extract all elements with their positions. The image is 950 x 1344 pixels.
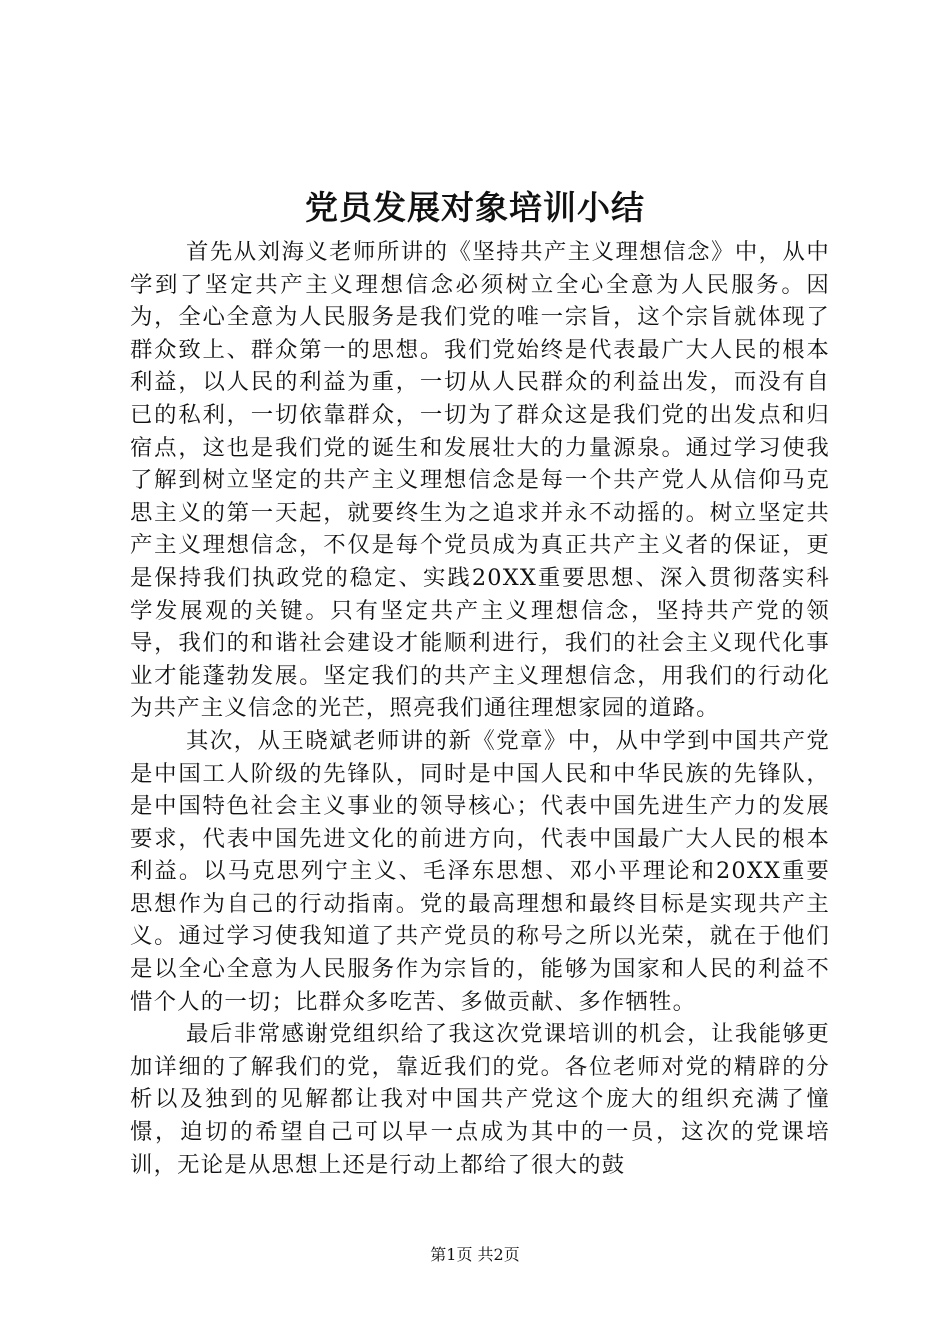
page-number-footer: 第1页 共2页 <box>430 1245 520 1264</box>
paragraph-3: 最后非常感谢党组织给了我这次党课培训的机会，让我能够更加详细的了解我们的党，靠近我们的党。各位老师对党的精辟的分析以及独到的见解都让我对中国共产党这个庞大的组织充满了憧憬，迫切的希望自己可以早一点成为其中的一员，这次的党课培训，无论是从思想上还是行动上都给了很大的鼓 <box>130 1021 830 1178</box>
document-body <box>130 236 830 1181</box>
paragraph-2: 其次，从王晓斌老师讲的新《党章》中，从中学到中国共产党是中国工人阶级的先锋队，同时是中国人民和中华民族的先锋队，是中国特色社会主义事业的领导核心；代表中国先进生产力的发展要求，代表中国先进文化的前进方向，代表中国最广大人民的根本利益。以马克思列宁主义、毛泽东思想、邓小平理论和20XX重要思想作为自己的行动指南。党的最高理想和最终目标是实现共产主义。通过学习使我知道了共产党员的称号之所以光荣，就在于他们是以全心全意为人民服务作为宗旨的，能够为国家和人民的利益不惜个人的一切；比群众多吃苦、多做贡献、多作牺牲。 <box>130 727 830 1015</box>
paragraph-1: 首先从刘海义老师所讲的《坚持共产主义理想信念》中，从中学到了坚定共产主义理想信念必须树立全心全意为人民服务。因为，全心全意为人民服务是我们党的唯一宗旨，这个宗旨就体现了群众致上、群众第一的思想。我们党始终是代表最广大人民的根本利益，以人民的利益为重，一切从人民群众的利益出发，而没有自已的私利，一切依靠群众，一切为了群众这是我们党的出发点和归宿点，这也是我们党的诞生和发展壮大的力量源泉。通过学习使我了解到树立坚定的共产主义理想信念是每一个共产党人从信仰马克思主义的第一天起，就要终生为之追求并永不动摇的。树立坚定共产主义理想信念，不仅是每个党员成为真正共产主义者的保证，更是保持我们执政党的稳定、实践20XX重要思想、深入贯彻落实科学发展观的关键。只有坚定共产主义理想信念，坚持共产党的领导，我们的和谐社会建设才能顺利进行，我们的社会主义现代化事业才能蓬勃发展。坚定我们的共产主义理想信念，用我们的行动化为共产主义信念的光芒，照亮我们通往理想家园的道路。 <box>130 239 830 722</box>
document-title: 党员发展对象培训小结 <box>305 188 645 227</box>
